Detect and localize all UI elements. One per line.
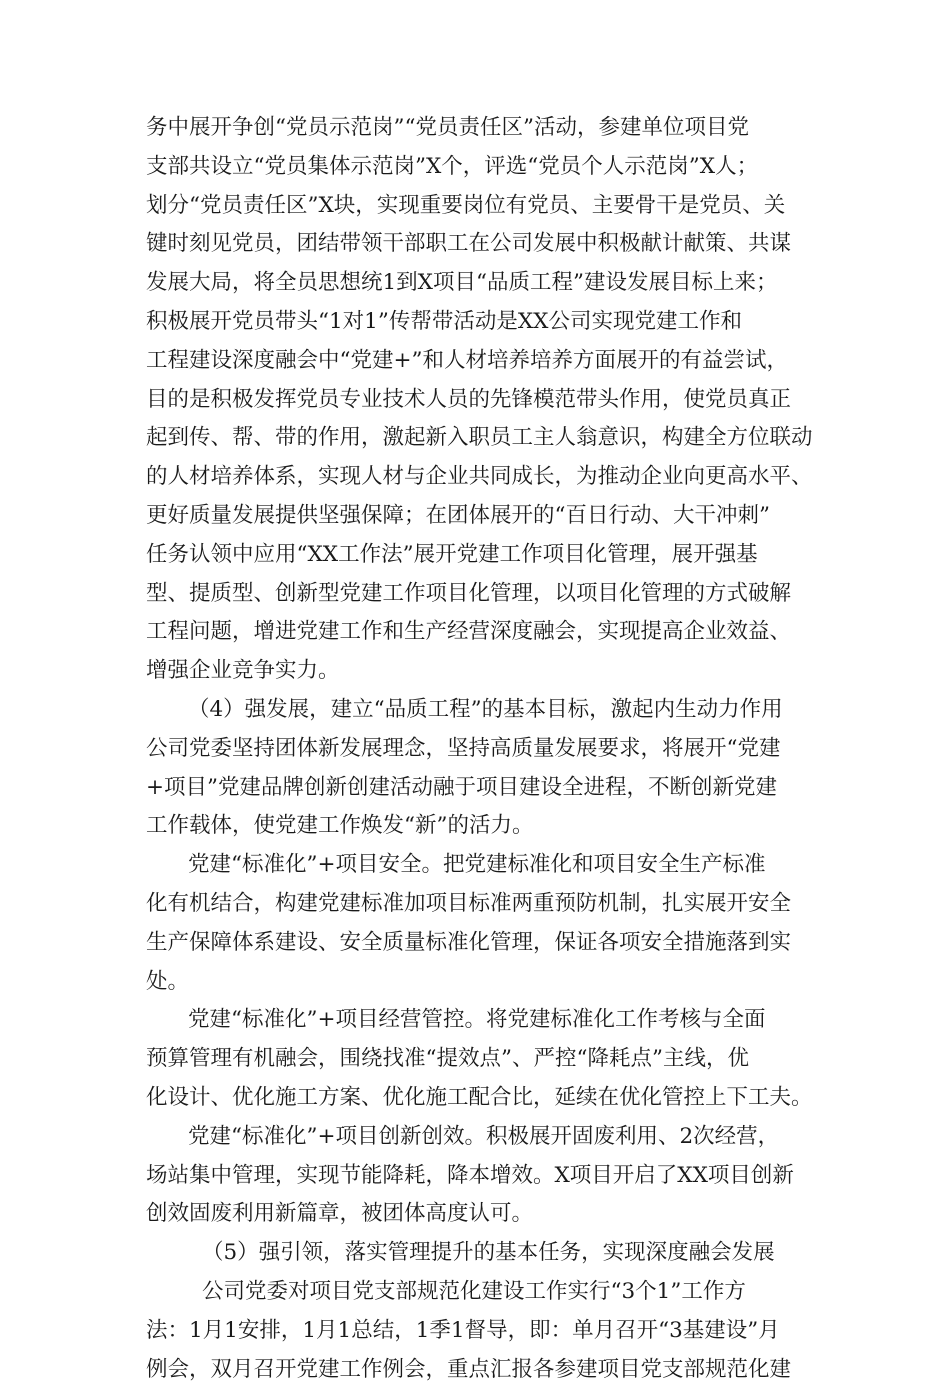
text-line: 化有机结合，构建党建标准加项目标准两重预防机制，扎实展开安全 — [146, 885, 836, 924]
text-line: 的人材培养体系，实现人材与企业共同成长，为推动企业向更高水平、 — [146, 458, 836, 497]
text-line: 型、提质型、创新型党建工作项目化管理，以项目化管理的方式破解 — [146, 575, 836, 614]
text-line: 工作载体，使党建工作焕发“新”的活力。 — [146, 807, 836, 846]
text-line: 目的是积极发挥党员专业技术人员的先锋模范带头作用，使党员真正 — [146, 381, 836, 420]
section-heading: （4）强发展，建立“品质工程”的基本目标，激起内生动力作用 — [146, 691, 836, 730]
text-line: 支部共设立“党员集体示范岗”X个，评选“党员个人示范岗”X人； — [146, 148, 836, 187]
paragraph-start: 党建“标准化”+项目安全。把党建标准化和项目安全生产标准 — [146, 846, 836, 885]
text-line: 起到传、帮、带的作用，激起新入职员工主人翁意识，构建全方位联动 — [146, 419, 836, 458]
text-line: 积极展开党员带头“1对1”传帮带活动是XX公司实现党建工作和 — [146, 303, 836, 342]
text-line: 务中展开争创“党员示范岗”“党员责任区”活动，参建单位项目党 — [146, 109, 836, 148]
text-line: 创效固废利用新篇章，被团体高度认可。 — [146, 1195, 836, 1234]
text-line: 划分“党员责任区”X块，实现重要岗位有党员、主要骨干是党员、关 — [146, 187, 836, 226]
text-line: 公司党委坚持团体新发展理念，坚持高质量发展要求，将展开“党建 — [146, 730, 836, 769]
text-line: 处。 — [146, 963, 836, 1002]
text-line: 任务认领中应用“XX工作法”展开党建工作项目化管理，展开强基 — [146, 536, 836, 575]
text-line: 工程问题，增进党建工作和生产经营深度融会，实现提高企业效益、 — [146, 613, 836, 652]
text-line: 法：1月1安排，1月1总结，1季1督导，即：单月召开“3基建设”月 — [146, 1312, 836, 1351]
text-line: 场站集中管理，实现节能降耗，降本增效。X项目开启了XX项目创新 — [146, 1157, 836, 1196]
text-line: 化设计、优化施工方案、优化施工配合比，延续在优化管控上下工夫。 — [146, 1079, 836, 1118]
paragraph-start: 公司党委对项目党支部规范化建设工作实行“3个1”工作方 — [146, 1273, 836, 1312]
text-line: 键时刻见党员，团结带领干部职工在公司发展中积极献计献策、共谋 — [146, 225, 836, 264]
section-heading: （5）强引领，落实管理提升的基本任务，实现深度融会发展 — [146, 1234, 836, 1273]
text-line: 生产保障体系建设、安全质量标准化管理，保证各项安全措施落到实 — [146, 924, 836, 963]
document-body — [146, 109, 836, 1389]
text-line: +项目”党建品牌创新创建活动融于项目建设全进程，不断创新党建 — [146, 769, 836, 808]
text-line: 增强企业竞争实力。 — [146, 652, 836, 691]
text-line: 预算管理有机融会，围绕找准“提效点”、严控“降耗点”主线，优 — [146, 1040, 836, 1079]
paragraph-start: 党建“标准化”+项目经营管控。将党建标准化工作考核与全面 — [146, 1001, 836, 1040]
paragraph-start: 党建“标准化”+项目创新创效。积极展开固废利用、2次经营， — [146, 1118, 836, 1157]
text-line: 发展大局，将全员思想统1到X项目“品质工程”建设发展目标上来； — [146, 264, 836, 303]
text-line: 更好质量发展提供坚强保障；在团体展开的“百日行动、大干冲刺” — [146, 497, 836, 536]
text-line: 工程建设深度融会中“党建+”和人材培养培养方面展开的有益尝试， — [146, 342, 836, 381]
text-line: 例会，双月召开党建工作例会，重点汇报各参建项目党支部规范化建 — [146, 1351, 836, 1389]
